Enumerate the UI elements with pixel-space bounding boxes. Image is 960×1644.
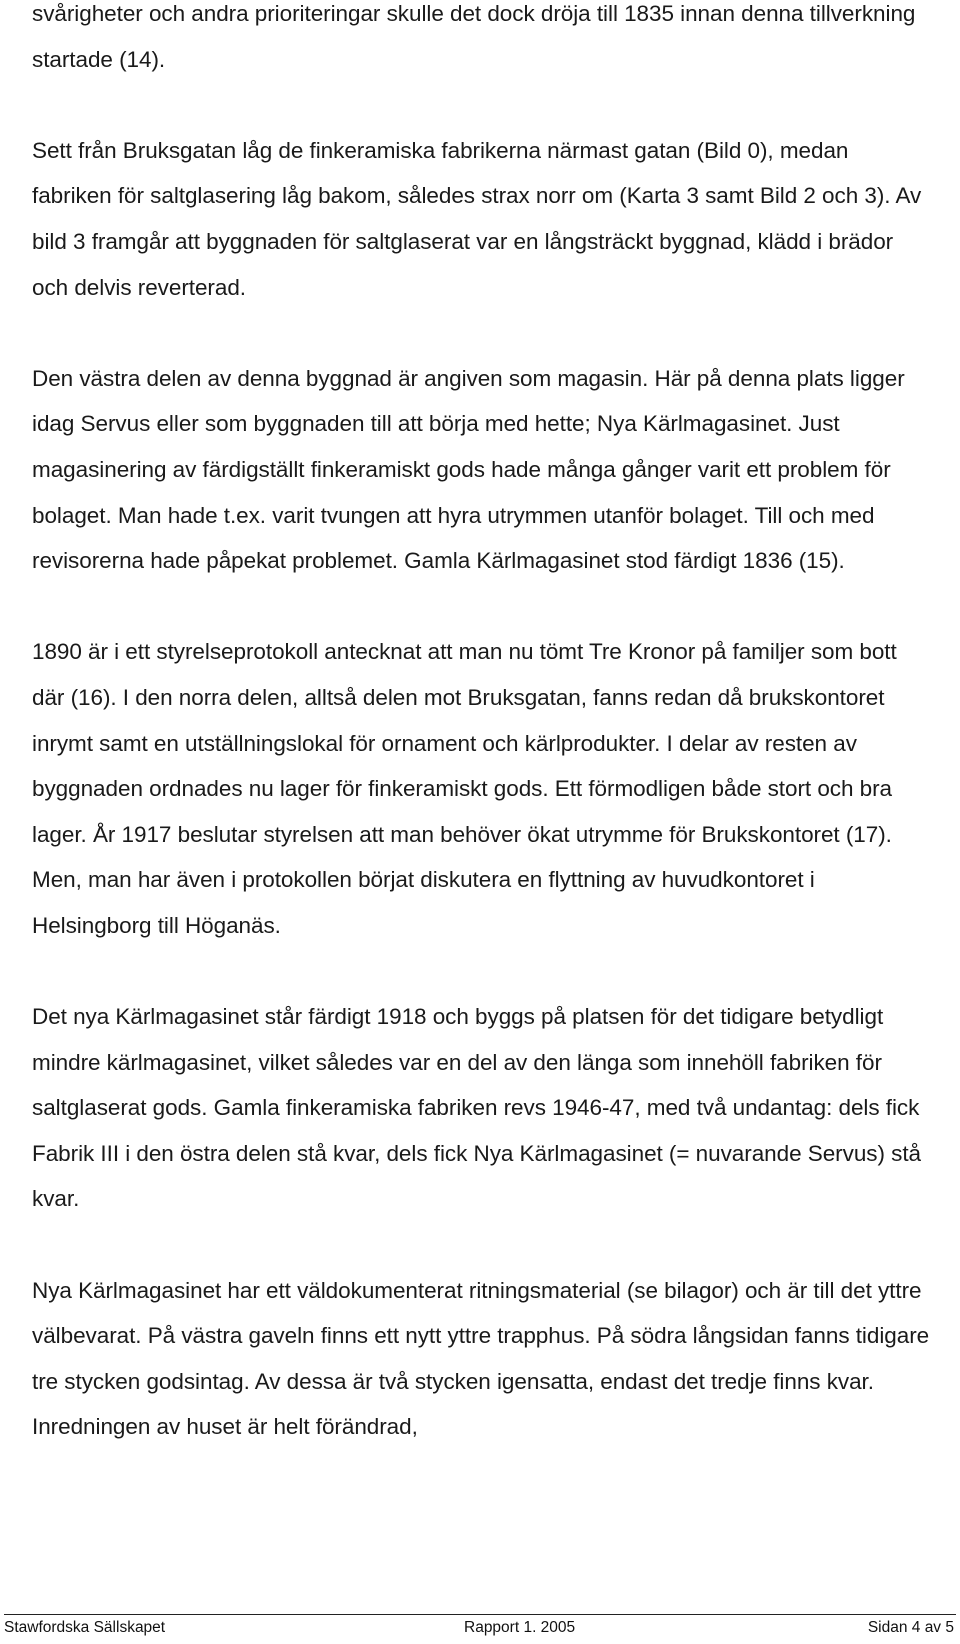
footer-organization: Stawfordska Sällskapet [4,1619,166,1636]
paragraph-1: svårigheter och andra prioriteringar skulle det dock dröja till 1835 innan denna tillverkning startade (14). [32,1,916,72]
paragraph-gap [32,948,932,994]
paragraph-6: Nya Kärlmagasinet har ett väldokumenterat ritningsmaterial (se bilagor) och är till det yttre välbevarat. På västra gaveln finns ett nytt yttre trapphus. På södra långsidan fanns tidigare tre stycken godsintag. Av dessa är två stycken igensatta, endast det tredje finns kvar. Inredningen av huset är helt förändrad, [32,1277,930,1440]
paragraph-4: 1890 är i ett styrelseprotokoll antecknat att man nu tömt Tre Kronor på familjer som bott där (16). I den norra delen, alltså delen mot Bruksgatan, fanns redan då brukskontoret inrymt samt en utställningslokal för ornament och kärlprodukter. I delar av resten av byggnaden ordnades nu lager för finkeramiskt gods. Ett förmodligen både stort och bra lager. År 1917 beslutar styrelsen att man behöver ökat utrymme för Brukskontoret (17). Men, man har även i protokollen börjat diskutera en flyttning av huvudkontoret i Helsingborg till Höganäs. [32,639,897,938]
footer-divider [4,1614,956,1615]
document-body [32,0,932,1450]
paragraph-gap [32,1222,932,1268]
paragraph-gap [32,584,932,630]
paragraph-gap [32,82,932,128]
paragraph-gap [32,310,932,356]
paragraph-2: Sett från Bruksgatan låg de finkeramiska fabrikerna närmast gatan (Bild 0), medan fabriken för saltglasering låg bakom, således strax norr om (Karta 3 samt Bild 2 och 3). Av bild 3 framgår att byggnaden för saltglaserat var en långsträckt byggnad, klädd i brädor och delvis reverterad. [32,137,922,300]
footer-page-number: Sidan 4 av 5 [867,1619,954,1636]
paragraph-5: Det nya Kärlmagasinet står färdigt 1918 och byggs på platsen för det tidigare betydligt mindre kärlmagasinet, vilket således var en del av den länga som innehöll fabriken för saltglaserat gods. Gamla finkeramiska fabriken revs 1946-47, med två undantag: dels fick Fabrik III i den östra delen stå kvar, dels fick Nya Kärlmagasinet (= nuvarande Servus) stå kvar. [32,1004,921,1212]
footer-report: Rapport 1. 2005 [464,1619,576,1636]
paragraph-3: Den västra delen av denna byggnad är angiven som magasin. Här på denna plats ligger idag Servus eller som byggnaden till att börja med hette; Nya Kärlmagasinet. Just magasinering av färdigställt finkeramiskt gods hade många gånger varit ett problem för bolaget. Man hade t.ex. varit tvungen att hyra utrymmen utanför bolaget. Till och med revisorerna hade påpekat problemet. Gamla Kärlmagasinet stod färdigt 1836 (15). [32,365,905,574]
